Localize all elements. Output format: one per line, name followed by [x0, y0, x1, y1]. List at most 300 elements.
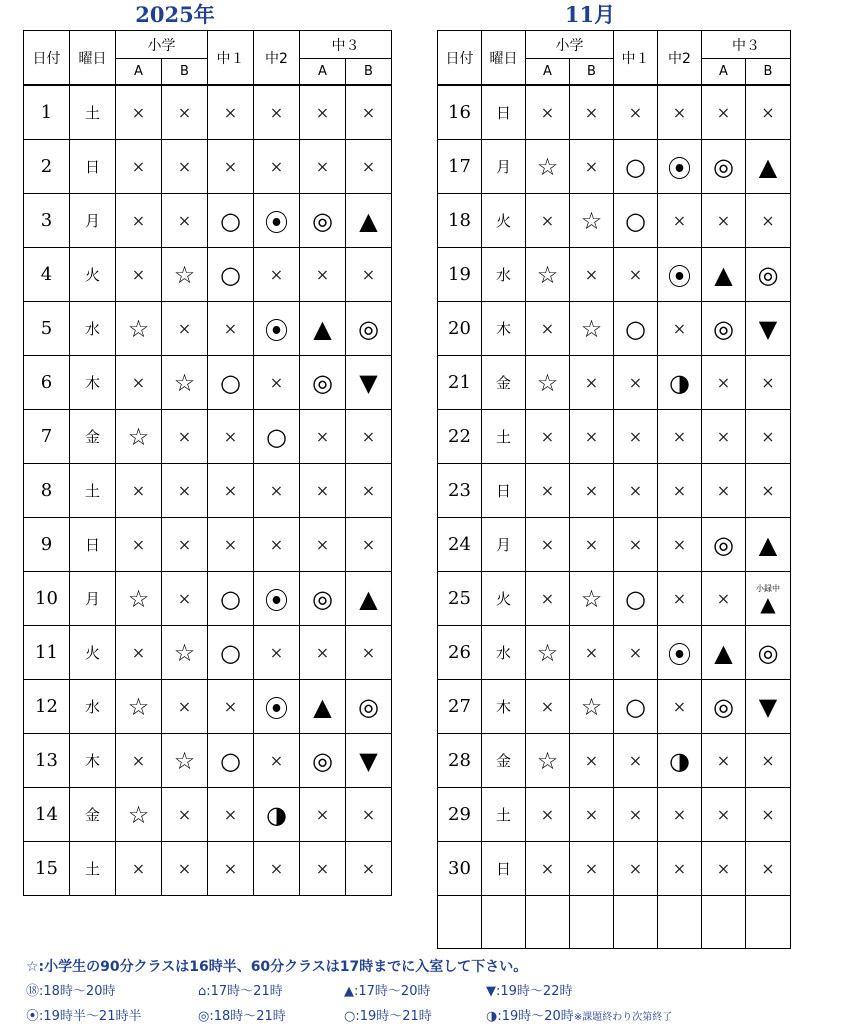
header-elem-b: B [570, 59, 614, 86]
mark-elem-b: × [570, 464, 614, 518]
weekday: 水 [482, 248, 526, 302]
day-number: 20 [438, 302, 482, 356]
mark-chu2: ○ [254, 410, 300, 464]
mark-chu3-b: × [346, 788, 392, 842]
mark-elem-a: × [526, 788, 570, 842]
mark-chu2: × [658, 410, 702, 464]
mark-elem-a: × [116, 518, 162, 572]
mark-chu3-b: ◎ [746, 248, 791, 302]
mark-chu3-a: ◎ [300, 356, 346, 410]
mark-chu3-a: ◎ [702, 140, 746, 194]
weekday: 金 [70, 410, 116, 464]
mark-elem-b: ☆ [570, 302, 614, 356]
mark-chu3-a: ▲ [300, 302, 346, 356]
calendar-table-right [437, 30, 791, 949]
mark-chu3-a: × [702, 788, 746, 842]
legend-half-circle [486, 1004, 672, 1030]
mark-chu2: × [254, 518, 300, 572]
mark-chu1: × [614, 842, 658, 896]
mark-chu3-a: × [702, 734, 746, 788]
mark-chu3-b: ▲ [346, 194, 392, 248]
empty-cell [702, 896, 746, 949]
mark-chu2: × [254, 140, 300, 194]
weekday: 火 [70, 626, 116, 680]
mark-elem-a: × [116, 356, 162, 410]
mark-elem-b: ☆ [570, 572, 614, 626]
weekday: 土 [70, 842, 116, 896]
day-number: 5 [24, 302, 70, 356]
day-row [438, 680, 791, 734]
day-number: 23 [438, 464, 482, 518]
header-chu3: 中３ [300, 31, 392, 59]
day-number: 7 [24, 410, 70, 464]
mark-chu1: × [208, 518, 254, 572]
day-number: 14 [24, 788, 70, 842]
mark-chu2: × [658, 464, 702, 518]
mark-chu3-b: ▼ [346, 734, 392, 788]
mark-chu3-b: ◎ [346, 680, 392, 734]
mark-elem-b: × [162, 842, 208, 896]
legend-half-circle-text: ◑:19時～20時 [486, 1009, 574, 1024]
mark-elem-a: ☆ [116, 788, 162, 842]
day-row [24, 464, 392, 518]
mark-elem-a: × [526, 464, 570, 518]
mark-chu3-a: ◎ [702, 680, 746, 734]
day-number: 13 [24, 734, 70, 788]
header-chu2: 中2 [254, 31, 300, 86]
mark-chu3-b: ▼ [746, 302, 791, 356]
empty-cell [570, 896, 614, 949]
day-number: 18 [438, 194, 482, 248]
mark-elem-a: × [526, 680, 570, 734]
mark-elem-b: ☆ [570, 680, 614, 734]
weekday: 日 [70, 140, 116, 194]
weekday: 土 [482, 410, 526, 464]
mark-elem-a: ☆ [526, 734, 570, 788]
mark-chu3-a: × [702, 842, 746, 896]
mark-note-symbol: ▲ [760, 591, 776, 616]
mark-elem-a: × [116, 248, 162, 302]
day-row [438, 248, 791, 302]
mark-elem-a: × [526, 572, 570, 626]
weekday: 日 [482, 842, 526, 896]
mark-chu1: ○ [614, 194, 658, 248]
day-row [438, 140, 791, 194]
mark-elem-a: × [116, 734, 162, 788]
legend-dot-circle: ⦿:19時半～21時半 [26, 1009, 142, 1024]
mark-elem-b: × [162, 194, 208, 248]
mark-chu3-a: × [300, 518, 346, 572]
weekday: 水 [482, 626, 526, 680]
mark-chu1: × [614, 85, 658, 140]
legend-note-elementary: ☆:小学生の90分クラスは16時半、60分クラスは17時までに入室して下さい。 [26, 959, 528, 975]
day-row [438, 356, 791, 410]
calendar-table-left [23, 30, 392, 896]
mark-chu3-a: ▲ [702, 626, 746, 680]
mark-chu2: × [254, 356, 300, 410]
day-row [438, 302, 791, 356]
mark-elem-b: × [162, 302, 208, 356]
mark-chu2: ⦿ [254, 302, 300, 356]
day-number: 12 [24, 680, 70, 734]
weekday: 月 [482, 518, 526, 572]
calendar-body-right [438, 85, 791, 949]
mark-elem-b: × [162, 572, 208, 626]
mark-chu3-b: ▼ [746, 680, 791, 734]
mark-elem-b: × [570, 518, 614, 572]
legend-circle: ○:19時～21時 [344, 1009, 432, 1024]
weekday: 木 [482, 302, 526, 356]
mark-chu3-a: ◎ [702, 518, 746, 572]
mark-chu1: ○ [614, 302, 658, 356]
header-elem-a: A [116, 59, 162, 86]
day-row [438, 788, 791, 842]
day-number: 2 [24, 140, 70, 194]
day-number: 17 [438, 140, 482, 194]
mark-chu2: × [658, 680, 702, 734]
weekday: 木 [70, 356, 116, 410]
day-number: 15 [24, 842, 70, 896]
mark-chu3-a: × [702, 356, 746, 410]
mark-elem-b: × [570, 140, 614, 194]
mark-chu1: ○ [208, 734, 254, 788]
weekday: 火 [482, 194, 526, 248]
day-row [24, 85, 392, 140]
weekday: 土 [482, 788, 526, 842]
header-elementary: 小学 [526, 31, 614, 59]
mark-chu2: × [254, 85, 300, 140]
mark-chu2: × [254, 464, 300, 518]
mark-elem-b: × [570, 626, 614, 680]
mark-chu3-b [746, 572, 791, 626]
day-row [24, 140, 392, 194]
mark-chu1: ○ [614, 140, 658, 194]
mark-chu3-a: × [702, 410, 746, 464]
mark-elem-b: ☆ [162, 626, 208, 680]
day-number: 26 [438, 626, 482, 680]
mark-elem-b: × [570, 356, 614, 410]
mark-chu2: ◑ [658, 356, 702, 410]
day-number: 22 [438, 410, 482, 464]
day-row [24, 572, 392, 626]
mark-chu2: ◑ [658, 734, 702, 788]
weekday: 金 [482, 734, 526, 788]
mark-elem-a: × [526, 842, 570, 896]
weekday: 金 [482, 356, 526, 410]
day-number: 9 [24, 518, 70, 572]
weekday: 水 [70, 302, 116, 356]
weekday: 木 [482, 680, 526, 734]
mark-elem-a: × [526, 194, 570, 248]
mark-chu3-b: × [746, 410, 791, 464]
empty-cell [658, 896, 702, 949]
day-row [438, 734, 791, 788]
day-row [24, 194, 392, 248]
day-number: 21 [438, 356, 482, 410]
calendar-body-left [24, 85, 392, 896]
legend-row-1 [26, 979, 826, 1004]
weekday: 日 [482, 85, 526, 140]
mark-note-label: 小録中 [756, 583, 780, 593]
mark-chu2: × [254, 248, 300, 302]
mark-elem-a: ☆ [116, 410, 162, 464]
mark-chu3-b: × [746, 194, 791, 248]
day-row [24, 626, 392, 680]
header-chu3-a: A [300, 59, 346, 86]
mark-chu3-b: × [346, 464, 392, 518]
day-number: 1 [24, 85, 70, 140]
mark-elem-a: ☆ [526, 140, 570, 194]
mark-chu2: × [254, 734, 300, 788]
mark-chu1: ○ [208, 572, 254, 626]
legend-row-2 [26, 1004, 826, 1029]
mark-chu3-a: × [300, 410, 346, 464]
mark-chu3-a: × [300, 842, 346, 896]
mark-chu1: ○ [614, 680, 658, 734]
mark-elem-a: ☆ [116, 572, 162, 626]
mark-chu1: × [208, 410, 254, 464]
mark-chu1: × [614, 464, 658, 518]
day-number: 3 [24, 194, 70, 248]
day-number: 16 [438, 85, 482, 140]
mark-chu1: × [208, 680, 254, 734]
mark-chu1: ○ [208, 194, 254, 248]
day-row [24, 680, 392, 734]
mark-elem-a: ☆ [526, 626, 570, 680]
header-date: 日付 [24, 31, 70, 86]
empty-cell [614, 896, 658, 949]
weekday: 日 [70, 518, 116, 572]
day-row [24, 518, 392, 572]
mark-chu1: × [208, 788, 254, 842]
mark-chu3-a: ◎ [300, 734, 346, 788]
mark-chu3-b: × [346, 842, 392, 896]
mark-chu2: × [658, 572, 702, 626]
day-row [438, 572, 791, 626]
mark-chu1: × [614, 788, 658, 842]
mark-chu3-a: × [300, 248, 346, 302]
mark-elem-a: × [116, 140, 162, 194]
mark-chu3-b: × [746, 356, 791, 410]
mark-chu3-a: × [300, 788, 346, 842]
mark-elem-a: × [526, 518, 570, 572]
mark-elem-a: × [116, 626, 162, 680]
mark-chu3-a: × [702, 194, 746, 248]
mark-chu3-a: × [300, 140, 346, 194]
legend-18-20: ⑱:18時～20時 [26, 984, 116, 999]
mark-elem-b: × [570, 410, 614, 464]
day-number: 30 [438, 842, 482, 896]
mark-chu2: ⦿ [658, 626, 702, 680]
mark-chu2: ⦿ [254, 194, 300, 248]
header-chu3-b: B [746, 59, 791, 86]
weekday: 金 [70, 788, 116, 842]
day-row [24, 842, 392, 896]
mark-chu2: ◑ [254, 788, 300, 842]
mark-chu3-b: ◎ [746, 626, 791, 680]
mark-chu1: ○ [208, 626, 254, 680]
mark-chu2: × [254, 842, 300, 896]
day-row [438, 85, 791, 140]
mark-chu3-b: × [746, 842, 791, 896]
mark-elem-a: ☆ [526, 248, 570, 302]
day-number: 4 [24, 248, 70, 302]
weekday: 月 [70, 194, 116, 248]
mark-elem-b: × [570, 842, 614, 896]
empty-row [438, 896, 791, 949]
mark-chu3-b: ◎ [346, 302, 392, 356]
mark-chu3-b: × [746, 734, 791, 788]
mark-chu2: × [658, 842, 702, 896]
mark-chu3-a: ◎ [300, 572, 346, 626]
day-row [24, 734, 392, 788]
mark-elem-a: × [116, 842, 162, 896]
month-title: 11月 [564, 2, 616, 27]
header-chu3-a: A [702, 59, 746, 86]
mark-chu3-a: × [300, 626, 346, 680]
mark-chu3-b: × [746, 85, 791, 140]
day-row [24, 302, 392, 356]
mark-chu1: × [614, 410, 658, 464]
mark-chu3-a: × [702, 464, 746, 518]
mark-elem-a: × [526, 410, 570, 464]
header-elem-a: A [526, 59, 570, 86]
mark-chu3-b: × [346, 248, 392, 302]
header-chu1: 中１ [208, 31, 254, 86]
mark-chu3-b: × [746, 788, 791, 842]
header-chu3: 中３ [702, 31, 791, 59]
header-date: 日付 [438, 31, 482, 86]
mark-elem-b: ☆ [162, 356, 208, 410]
mark-elem-b: × [162, 410, 208, 464]
day-row [438, 626, 791, 680]
day-number: 27 [438, 680, 482, 734]
day-number: 19 [438, 248, 482, 302]
mark-chu3-b: × [346, 85, 392, 140]
mark-chu1: × [208, 140, 254, 194]
mark-chu3-b: ▼ [346, 356, 392, 410]
mark-chu1: × [614, 734, 658, 788]
day-number: 10 [24, 572, 70, 626]
mark-chu3-a: × [300, 85, 346, 140]
day-number: 11 [24, 626, 70, 680]
mark-chu3-a: ◎ [702, 302, 746, 356]
day-row [24, 788, 392, 842]
mark-elem-b: × [162, 85, 208, 140]
mark-chu1: × [614, 626, 658, 680]
weekday: 火 [70, 248, 116, 302]
mark-chu2: ⦿ [658, 248, 702, 302]
day-row [438, 410, 791, 464]
empty-cell [746, 896, 791, 949]
mark-chu2: × [658, 302, 702, 356]
mark-chu3-a: × [702, 85, 746, 140]
mark-chu2: × [658, 194, 702, 248]
mark-chu1: ○ [614, 572, 658, 626]
header-elem-b: B [162, 59, 208, 86]
mark-elem-b: × [570, 788, 614, 842]
mark-chu2: × [658, 85, 702, 140]
mark-elem-b: × [162, 788, 208, 842]
empty-cell [482, 896, 526, 949]
day-row [438, 842, 791, 896]
empty-cell [438, 896, 482, 949]
day-row [24, 356, 392, 410]
header-elementary: 小学 [116, 31, 208, 59]
mark-elem-b: × [162, 464, 208, 518]
day-number: 25 [438, 572, 482, 626]
day-row [438, 518, 791, 572]
day-number: 24 [438, 518, 482, 572]
weekday: 水 [70, 680, 116, 734]
mark-chu3-a: ▲ [702, 248, 746, 302]
mark-elem-a: ☆ [526, 356, 570, 410]
mark-chu3-a: × [702, 572, 746, 626]
mark-elem-b: × [570, 734, 614, 788]
mark-chu3-b: ▲ [746, 518, 791, 572]
mark-chu1: × [614, 518, 658, 572]
mark-chu3-b: ▲ [346, 572, 392, 626]
day-row [438, 194, 791, 248]
weekday: 月 [70, 572, 116, 626]
mark-elem-b: × [162, 518, 208, 572]
weekday: 土 [70, 464, 116, 518]
day-number: 28 [438, 734, 482, 788]
mark-chu3-b: ▲ [746, 140, 791, 194]
day-number: 6 [24, 356, 70, 410]
mark-chu1: ○ [208, 356, 254, 410]
mark-elem-a: × [526, 85, 570, 140]
mark-chu3-b: × [346, 518, 392, 572]
mark-elem-b: × [570, 248, 614, 302]
mark-chu1: ○ [208, 248, 254, 302]
mark-chu2: ⦿ [254, 572, 300, 626]
mark-chu3-b: × [346, 626, 392, 680]
weekday: 月 [482, 140, 526, 194]
year-title: 2025年 [135, 2, 215, 27]
day-number: 29 [438, 788, 482, 842]
mark-chu1: × [208, 302, 254, 356]
mark-elem-a: × [116, 194, 162, 248]
mark-chu3-b: × [346, 410, 392, 464]
header-weekday: 曜日 [70, 31, 116, 86]
mark-elem-a: ☆ [116, 680, 162, 734]
legend [26, 955, 826, 1029]
day-number: 8 [24, 464, 70, 518]
mark-elem-a: ☆ [116, 302, 162, 356]
mark-chu1: × [208, 842, 254, 896]
legend-17-21: ⌂:17時～21時 [198, 984, 283, 999]
header-chu2: 中2 [658, 31, 702, 86]
weekday: 木 [70, 734, 116, 788]
mark-chu2: × [658, 518, 702, 572]
mark-elem-b: × [162, 140, 208, 194]
weekday: 土 [70, 85, 116, 140]
header-chu1: 中１ [614, 31, 658, 86]
header-weekday: 曜日 [482, 31, 526, 86]
mark-chu2: × [254, 626, 300, 680]
mark-elem-b: ☆ [162, 248, 208, 302]
legend-triangle-up: ▲:17時～20時 [344, 984, 431, 999]
mark-elem-a: × [116, 464, 162, 518]
mark-chu1: × [614, 248, 658, 302]
legend-triangle-down: ▼:19時～22時 [486, 984, 573, 999]
weekday: 日 [482, 464, 526, 518]
mark-elem-a: × [116, 85, 162, 140]
mark-chu3-a: × [300, 464, 346, 518]
day-row [24, 410, 392, 464]
day-row [438, 464, 791, 518]
